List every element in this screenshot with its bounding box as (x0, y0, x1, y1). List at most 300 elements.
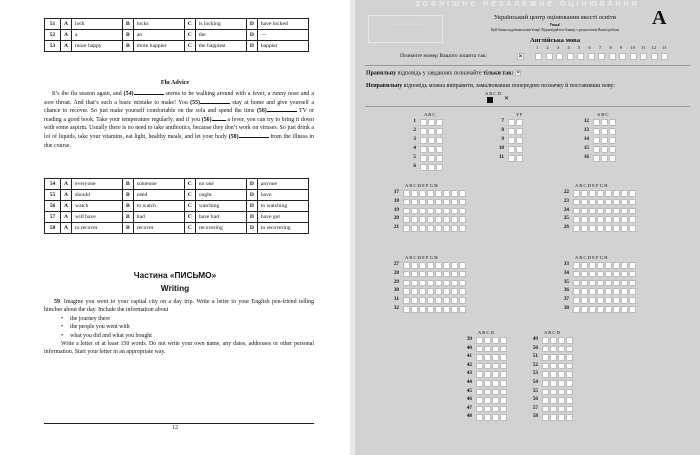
variant-checkbox[interactable] (535, 53, 542, 60)
answer-checkbox[interactable] (566, 363, 573, 370)
answer-checkbox[interactable] (443, 297, 450, 304)
answer-checkbox[interactable] (443, 262, 450, 269)
answer-checkbox[interactable] (403, 280, 410, 287)
answer-checkbox[interactable] (542, 346, 549, 353)
answer-checkbox[interactable] (451, 288, 458, 295)
answer-checkbox[interactable] (581, 208, 588, 215)
answer-checkbox[interactable] (589, 225, 596, 232)
answer-checkbox[interactable] (435, 306, 442, 313)
answer-checkbox[interactable] (484, 380, 491, 387)
answer-checkbox[interactable] (492, 371, 499, 378)
answer-checkbox[interactable] (435, 190, 442, 197)
answer-checkbox[interactable] (613, 280, 620, 287)
answer-checkbox[interactable] (411, 297, 418, 304)
answer-checkbox[interactable] (459, 262, 466, 269)
answer-checkbox[interactable] (609, 137, 616, 144)
answer-checkbox[interactable] (609, 128, 616, 135)
answer-checkbox[interactable] (427, 225, 434, 232)
answer-checkbox[interactable] (420, 155, 427, 162)
answer-checkbox[interactable] (508, 119, 515, 126)
answer-checkbox[interactable] (589, 216, 596, 223)
answer-checkbox[interactable] (605, 199, 612, 206)
answer-checkbox[interactable] (566, 389, 573, 396)
answer-checkbox[interactable] (581, 288, 588, 295)
answer-checkbox[interactable] (566, 406, 573, 413)
answer-checkbox[interactable] (435, 288, 442, 295)
answer-checkbox[interactable] (451, 208, 458, 215)
answer-checkbox[interactable] (500, 380, 507, 387)
answer-checkbox[interactable] (609, 119, 616, 126)
answer-checkbox[interactable] (484, 414, 491, 421)
answer-checkbox[interactable] (542, 389, 549, 396)
answer-checkbox[interactable] (601, 137, 608, 144)
answer-checkbox[interactable] (508, 155, 515, 162)
answer-checkbox[interactable] (597, 199, 604, 206)
answer-checkbox[interactable] (403, 190, 410, 197)
answer-checkbox[interactable] (613, 288, 620, 295)
answer-checkbox[interactable] (573, 216, 580, 223)
answer-checkbox[interactable] (500, 389, 507, 396)
answer-checkbox[interactable] (484, 337, 491, 344)
answer-checkbox[interactable] (601, 128, 608, 135)
answer-checkbox[interactable] (593, 119, 600, 126)
answer-checkbox[interactable] (573, 208, 580, 215)
answer-checkbox[interactable] (566, 380, 573, 387)
answer-checkbox[interactable] (597, 216, 604, 223)
answer-checkbox[interactable] (550, 380, 557, 387)
answer-checkbox[interactable] (451, 199, 458, 206)
answer-checkbox[interactable] (581, 199, 588, 206)
answer-checkbox[interactable] (581, 216, 588, 223)
answer-checkbox[interactable] (550, 389, 557, 396)
answer-checkbox[interactable] (476, 363, 483, 370)
answer-checkbox[interactable] (419, 199, 426, 206)
answer-checkbox[interactable] (443, 216, 450, 223)
answer-checkbox[interactable] (427, 216, 434, 223)
variant-checkbox[interactable] (630, 53, 637, 60)
answer-checkbox[interactable] (411, 271, 418, 278)
answer-checkbox[interactable] (581, 190, 588, 197)
answer-checkbox[interactable] (484, 371, 491, 378)
answer-checkbox[interactable] (573, 225, 580, 232)
answer-checkbox[interactable] (597, 190, 604, 197)
answer-checkbox[interactable] (428, 164, 435, 171)
answer-checkbox[interactable] (597, 306, 604, 313)
answer-checkbox[interactable] (459, 288, 466, 295)
answer-checkbox[interactable] (436, 128, 443, 135)
answer-checkbox[interactable] (419, 208, 426, 215)
answer-checkbox[interactable] (566, 414, 573, 421)
answer-checkbox[interactable] (516, 146, 523, 153)
answer-checkbox[interactable] (459, 306, 466, 313)
answer-checkbox[interactable] (411, 216, 418, 223)
answer-checkbox[interactable] (492, 406, 499, 413)
answer-checkbox[interactable] (516, 128, 523, 135)
answer-checkbox[interactable] (443, 306, 450, 313)
answer-checkbox[interactable] (605, 216, 612, 223)
answer-checkbox[interactable] (443, 199, 450, 206)
answer-checkbox[interactable] (500, 371, 507, 378)
answer-checkbox[interactable] (420, 164, 427, 171)
answer-checkbox[interactable] (613, 190, 620, 197)
answer-checkbox[interactable] (581, 262, 588, 269)
answer-checkbox[interactable] (403, 306, 410, 313)
answer-checkbox[interactable] (621, 208, 628, 215)
answer-checkbox[interactable] (609, 155, 616, 162)
answer-checkbox[interactable] (621, 271, 628, 278)
answer-checkbox[interactable] (629, 208, 636, 215)
answer-checkbox[interactable] (419, 297, 426, 304)
answer-checkbox[interactable] (476, 414, 483, 421)
answer-checkbox[interactable] (542, 363, 549, 370)
answer-checkbox[interactable] (542, 406, 549, 413)
answer-checkbox[interactable] (581, 271, 588, 278)
variant-checkbox[interactable] (588, 53, 595, 60)
answer-checkbox[interactable] (492, 380, 499, 387)
answer-checkbox[interactable] (597, 271, 604, 278)
variant-checkbox[interactable] (640, 53, 647, 60)
answer-checkbox[interactable] (613, 208, 620, 215)
answer-checkbox[interactable] (605, 288, 612, 295)
answer-checkbox[interactable] (492, 389, 499, 396)
answer-checkbox[interactable] (451, 262, 458, 269)
answer-checkbox[interactable] (484, 363, 491, 370)
answer-checkbox[interactable] (436, 146, 443, 153)
answer-checkbox[interactable] (629, 280, 636, 287)
answer-checkbox[interactable] (451, 271, 458, 278)
answer-checkbox[interactable] (476, 371, 483, 378)
answer-checkbox[interactable] (492, 337, 499, 344)
variant-checkbox[interactable] (661, 53, 668, 60)
answer-checkbox[interactable] (419, 271, 426, 278)
answer-checkbox[interactable] (476, 354, 483, 361)
answer-checkbox[interactable] (484, 354, 491, 361)
answer-checkbox[interactable] (459, 199, 466, 206)
answer-checkbox[interactable] (581, 297, 588, 304)
answer-checkbox[interactable] (403, 271, 410, 278)
answer-checkbox[interactable] (613, 216, 620, 223)
answer-checkbox[interactable] (500, 346, 507, 353)
answer-checkbox[interactable] (419, 280, 426, 287)
answer-checkbox[interactable] (542, 371, 549, 378)
variant-checkbox[interactable] (651, 53, 658, 60)
answer-checkbox[interactable] (459, 208, 466, 215)
answer-checkbox[interactable] (443, 190, 450, 197)
variant-checkbox[interactable] (598, 53, 605, 60)
answer-checkbox[interactable] (476, 380, 483, 387)
answer-checkbox[interactable] (484, 397, 491, 404)
answer-checkbox[interactable] (613, 297, 620, 304)
answer-checkbox[interactable] (443, 271, 450, 278)
answer-checkbox[interactable] (476, 406, 483, 413)
answer-checkbox[interactable] (573, 306, 580, 313)
answer-checkbox[interactable] (451, 280, 458, 287)
answer-checkbox[interactable] (484, 406, 491, 413)
answer-checkbox[interactable] (419, 225, 426, 232)
answer-checkbox[interactable] (621, 306, 628, 313)
answer-checkbox[interactable] (593, 128, 600, 135)
answer-checkbox[interactable] (581, 280, 588, 287)
answer-checkbox[interactable] (451, 306, 458, 313)
answer-checkbox[interactable] (597, 288, 604, 295)
answer-checkbox[interactable] (492, 414, 499, 421)
answer-checkbox[interactable] (550, 354, 557, 361)
answer-checkbox[interactable] (443, 280, 450, 287)
answer-checkbox[interactable] (621, 280, 628, 287)
answer-checkbox[interactable] (403, 288, 410, 295)
answer-checkbox[interactable] (542, 414, 549, 421)
answer-checkbox[interactable] (593, 155, 600, 162)
answer-checkbox[interactable] (436, 164, 443, 171)
answer-checkbox[interactable] (558, 380, 565, 387)
answer-checkbox[interactable] (492, 346, 499, 353)
answer-checkbox[interactable] (597, 262, 604, 269)
answer-checkbox[interactable] (428, 119, 435, 126)
answer-checkbox[interactable] (435, 199, 442, 206)
variant-checkbox[interactable] (577, 53, 584, 60)
answer-checkbox[interactable] (550, 414, 557, 421)
answer-checkbox[interactable] (621, 190, 628, 197)
answer-checkbox[interactable] (601, 119, 608, 126)
answer-checkbox[interactable] (500, 363, 507, 370)
answer-checkbox[interactable] (419, 288, 426, 295)
answer-checkbox[interactable] (516, 137, 523, 144)
answer-checkbox[interactable] (629, 297, 636, 304)
answer-checkbox[interactable] (629, 271, 636, 278)
answer-checkbox[interactable] (435, 262, 442, 269)
answer-checkbox[interactable] (558, 363, 565, 370)
answer-checkbox[interactable] (508, 137, 515, 144)
answer-checkbox[interactable] (621, 216, 628, 223)
answer-checkbox[interactable] (411, 280, 418, 287)
answer-checkbox[interactable] (403, 262, 410, 269)
answer-checkbox[interactable] (613, 262, 620, 269)
answer-checkbox[interactable] (500, 406, 507, 413)
answer-checkbox[interactable] (427, 199, 434, 206)
answer-checkbox[interactable] (443, 288, 450, 295)
variant-mark-box[interactable] (517, 53, 524, 60)
answer-checkbox[interactable] (629, 190, 636, 197)
answer-checkbox[interactable] (484, 346, 491, 353)
answer-checkbox[interactable] (589, 190, 596, 197)
answer-checkbox[interactable] (435, 225, 442, 232)
variant-checkbox[interactable] (619, 53, 626, 60)
answer-checkbox[interactable] (451, 297, 458, 304)
answer-checkbox[interactable] (500, 397, 507, 404)
answer-checkbox[interactable] (476, 397, 483, 404)
answer-checkbox[interactable] (613, 306, 620, 313)
answer-checkbox[interactable] (601, 146, 608, 153)
answer-checkbox[interactable] (558, 406, 565, 413)
answer-checkbox[interactable] (605, 271, 612, 278)
answer-checkbox[interactable] (597, 297, 604, 304)
answer-checkbox[interactable] (542, 337, 549, 344)
answer-checkbox[interactable] (589, 199, 596, 206)
answer-checkbox[interactable] (542, 380, 549, 387)
answer-checkbox[interactable] (542, 397, 549, 404)
answer-checkbox[interactable] (542, 354, 549, 361)
answer-checkbox[interactable] (419, 190, 426, 197)
answer-checkbox[interactable] (492, 397, 499, 404)
answer-checkbox[interactable] (613, 225, 620, 232)
answer-checkbox[interactable] (550, 363, 557, 370)
answer-checkbox[interactable] (459, 190, 466, 197)
answer-checkbox[interactable] (427, 262, 434, 269)
answer-checkbox[interactable] (411, 190, 418, 197)
answer-checkbox[interactable] (451, 225, 458, 232)
answer-checkbox[interactable] (420, 128, 427, 135)
answer-checkbox[interactable] (621, 262, 628, 269)
answer-checkbox[interactable] (558, 397, 565, 404)
answer-checkbox[interactable] (492, 354, 499, 361)
answer-checkbox[interactable] (420, 146, 427, 153)
answer-checkbox[interactable] (428, 137, 435, 144)
answer-checkbox[interactable] (419, 216, 426, 223)
answer-checkbox[interactable] (629, 199, 636, 206)
answer-checkbox[interactable] (550, 371, 557, 378)
answer-checkbox[interactable] (459, 225, 466, 232)
answer-checkbox[interactable] (566, 371, 573, 378)
answer-checkbox[interactable] (597, 208, 604, 215)
answer-checkbox[interactable] (411, 199, 418, 206)
answer-checkbox[interactable] (427, 288, 434, 295)
answer-checkbox[interactable] (589, 288, 596, 295)
answer-checkbox[interactable] (500, 414, 507, 421)
answer-checkbox[interactable] (427, 306, 434, 313)
answer-checkbox[interactable] (629, 288, 636, 295)
answer-checkbox[interactable] (605, 262, 612, 269)
answer-checkbox[interactable] (428, 146, 435, 153)
answer-checkbox[interactable] (411, 208, 418, 215)
answer-checkbox[interactable] (427, 297, 434, 304)
answer-checkbox[interactable] (605, 225, 612, 232)
answer-checkbox[interactable] (436, 137, 443, 144)
answer-checkbox[interactable] (621, 288, 628, 295)
answer-checkbox[interactable] (427, 208, 434, 215)
answer-checkbox[interactable] (411, 288, 418, 295)
answer-checkbox[interactable] (589, 280, 596, 287)
answer-checkbox[interactable] (621, 199, 628, 206)
answer-checkbox[interactable] (459, 216, 466, 223)
answer-checkbox[interactable] (476, 337, 483, 344)
answer-checkbox[interactable] (605, 208, 612, 215)
answer-checkbox[interactable] (459, 280, 466, 287)
answer-checkbox[interactable] (566, 397, 573, 404)
variant-checkbox[interactable] (567, 53, 574, 60)
answer-checkbox[interactable] (593, 137, 600, 144)
answer-checkbox[interactable] (411, 225, 418, 232)
answer-checkbox[interactable] (629, 262, 636, 269)
answer-checkbox[interactable] (629, 225, 636, 232)
answer-checkbox[interactable] (605, 280, 612, 287)
answer-checkbox[interactable] (621, 225, 628, 232)
answer-checkbox[interactable] (411, 262, 418, 269)
answer-checkbox[interactable] (403, 297, 410, 304)
answer-checkbox[interactable] (589, 306, 596, 313)
answer-checkbox[interactable] (436, 155, 443, 162)
answer-checkbox[interactable] (613, 199, 620, 206)
answer-checkbox[interactable] (550, 346, 557, 353)
answer-checkbox[interactable] (609, 146, 616, 153)
answer-checkbox[interactable] (435, 208, 442, 215)
answer-checkbox[interactable] (459, 297, 466, 304)
answer-checkbox[interactable] (581, 225, 588, 232)
answer-checkbox[interactable] (403, 225, 410, 232)
answer-checkbox[interactable] (427, 271, 434, 278)
answer-checkbox[interactable] (558, 414, 565, 421)
answer-checkbox[interactable] (573, 262, 580, 269)
answer-checkbox[interactable] (516, 119, 523, 126)
answer-checkbox[interactable] (419, 306, 426, 313)
answer-checkbox[interactable] (558, 354, 565, 361)
variant-checkbox[interactable] (556, 53, 563, 60)
answer-checkbox[interactable] (558, 371, 565, 378)
answer-checkbox[interactable] (566, 337, 573, 344)
answer-checkbox[interactable] (484, 389, 491, 396)
answer-checkbox[interactable] (629, 216, 636, 223)
answer-checkbox[interactable] (459, 271, 466, 278)
answer-checkbox[interactable] (419, 262, 426, 269)
answer-checkbox[interactable] (550, 337, 557, 344)
answer-checkbox[interactable] (605, 190, 612, 197)
answer-checkbox[interactable] (508, 128, 515, 135)
answer-checkbox[interactable] (428, 155, 435, 162)
answer-checkbox[interactable] (403, 208, 410, 215)
answer-checkbox[interactable] (597, 280, 604, 287)
answer-checkbox[interactable] (573, 280, 580, 287)
answer-checkbox[interactable] (435, 297, 442, 304)
answer-checkbox[interactable] (403, 216, 410, 223)
answer-checkbox[interactable] (601, 155, 608, 162)
answer-checkbox[interactable] (516, 155, 523, 162)
answer-checkbox[interactable] (558, 389, 565, 396)
answer-checkbox[interactable] (605, 306, 612, 313)
answer-checkbox[interactable] (443, 208, 450, 215)
answer-checkbox[interactable] (629, 306, 636, 313)
answer-checkbox[interactable] (558, 337, 565, 344)
answer-checkbox[interactable] (411, 306, 418, 313)
answer-checkbox[interactable] (589, 262, 596, 269)
answer-checkbox[interactable] (593, 146, 600, 153)
answer-checkbox[interactable] (589, 208, 596, 215)
answer-checkbox[interactable] (573, 288, 580, 295)
answer-checkbox[interactable] (500, 337, 507, 344)
answer-checkbox[interactable] (420, 119, 427, 126)
answer-checkbox[interactable] (508, 146, 515, 153)
answer-checkbox[interactable] (492, 363, 499, 370)
answer-checkbox[interactable] (621, 297, 628, 304)
answer-checkbox[interactable] (451, 190, 458, 197)
answer-checkbox[interactable] (435, 216, 442, 223)
answer-checkbox[interactable] (435, 280, 442, 287)
answer-checkbox[interactable] (436, 119, 443, 126)
answer-checkbox[interactable] (550, 406, 557, 413)
answer-checkbox[interactable] (573, 271, 580, 278)
answer-checkbox[interactable] (427, 190, 434, 197)
answer-checkbox[interactable] (605, 297, 612, 304)
answer-checkbox[interactable] (476, 389, 483, 396)
answer-checkbox[interactable] (581, 306, 588, 313)
variant-checkbox[interactable] (609, 53, 616, 60)
answer-checkbox[interactable] (558, 346, 565, 353)
answer-checkbox[interactable] (589, 271, 596, 278)
variant-checkbox[interactable] (546, 53, 553, 60)
answer-checkbox[interactable] (566, 354, 573, 361)
answer-checkbox[interactable] (550, 397, 557, 404)
answer-checkbox[interactable] (443, 225, 450, 232)
answer-checkbox[interactable] (403, 199, 410, 206)
answer-checkbox[interactable] (500, 354, 507, 361)
